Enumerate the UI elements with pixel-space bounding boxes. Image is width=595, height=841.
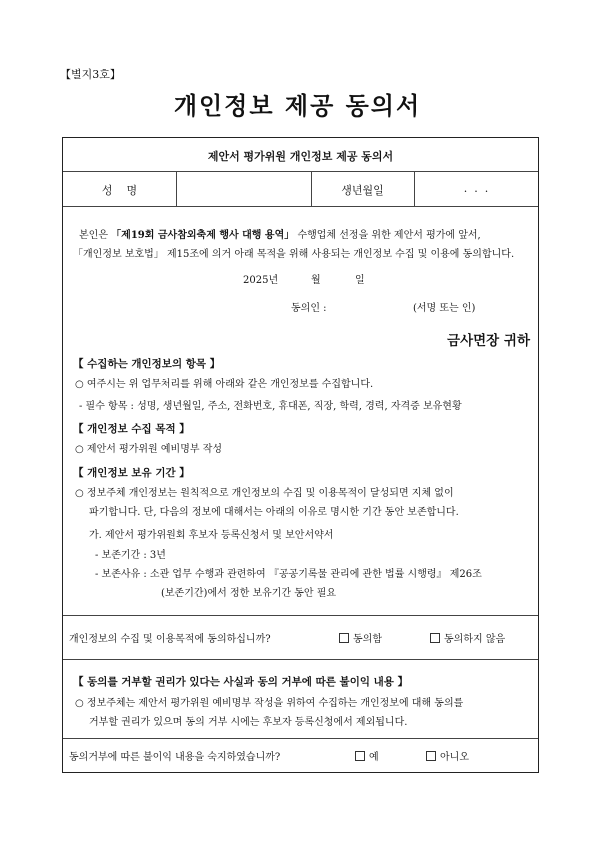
items-heading: 【 수집하는 개인정보의 항목 】	[73, 358, 221, 370]
birth-date-field[interactable]: . . .	[463, 182, 489, 195]
consent-statement-line2: 「개인정보 보호법」 제15조에 의거 아래 목적을 위해 사용되는 개인정보 수집 및 이용에 동의합니다.	[73, 249, 515, 260]
purpose-line1: ○ 제안서 평가위원 예비명부 작성	[75, 444, 223, 455]
checkbox-icon	[355, 751, 365, 761]
signature-hint: (서명 또는 인)	[413, 303, 476, 314]
purpose-heading: 【 개인정보 수집 목적 】	[73, 423, 190, 435]
divider	[63, 615, 538, 616]
retention-line5: - 보존사유 : 소관 업무 수행과 관련하여 『공공기록물 관리에 관한 법률 시행령』 제26조	[95, 569, 482, 580]
retention-line6: (보존기간)에서 정한 보유기간 동안 필요	[161, 588, 337, 599]
divider	[63, 171, 538, 172]
divider	[63, 206, 538, 207]
checkbox-icon	[426, 751, 436, 761]
refusal-heading: 【 동의를 거부할 권리가 있다는 사실과 동의 거부에 따른 불이익 내용 】	[73, 676, 409, 688]
retention-line3: 가. 제안서 평가위원회 후보자 등록신청서 및 보안서약서	[89, 530, 334, 541]
retention-line4: - 보존기간 : 3년	[95, 550, 166, 561]
consent-form-frame	[62, 137, 539, 773]
form-number: 【별지3호】	[60, 68, 121, 81]
consent-statement-line1	[73, 226, 481, 245]
checkbox-icon	[339, 633, 349, 643]
agree-label: 동의함	[353, 634, 382, 645]
no-checkbox[interactable]	[426, 748, 469, 767]
no-label: 아니오	[440, 752, 469, 763]
disagree-checkbox[interactable]	[430, 630, 505, 649]
signer-label: 동의인 :	[291, 303, 327, 314]
items-line2: - 필수 항목 : 성명, 생년월일, 주소, 전화번호, 휴대폰, 직장, 학력, 경력, 자격증 보유현황	[79, 401, 462, 412]
refusal-line1: ○ 정보주체는 제안서 평가위원 예비명부 작성을 위하여 수집하는 개인정보에 대해 동의를	[75, 698, 464, 709]
refusal-line2: 거부할 권리가 있으며 동의 거부 시에는 후보자 등록신청에서 제외됩니다.	[89, 717, 408, 728]
consent-year: 2025년	[243, 275, 279, 286]
divider	[63, 738, 538, 739]
retention-line1: ○ 정보주체 개인정보는 원칙적으로 개인정보의 수집 및 이용목적이 달성되면 지체 없이	[75, 488, 454, 499]
yes-checkbox[interactable]	[355, 748, 379, 767]
birth-label: 생년월일	[341, 184, 384, 197]
yes-label: 예	[369, 752, 379, 763]
form-box-title: 제안서 평가위원 개인정보 제공 동의서	[207, 150, 394, 163]
consent-question: 개인정보의 수집 및 이용목적에 동의하십니까?	[69, 634, 271, 645]
items-line1: ○ 여주시는 위 업무처리를 위해 아래와 같은 개인정보를 수집합니다.	[75, 379, 374, 390]
divider	[176, 171, 177, 206]
consent-prefix: 본인은	[79, 230, 112, 241]
divider	[63, 659, 538, 660]
consent-suffix: 수행업체 선정을 위한 제안서 평가에 앞서,	[294, 230, 481, 241]
consent-month: 월	[311, 275, 321, 286]
retention-line2: 파기합니다. 단, 다음의 정보에 대해서는 아래의 이유로 명시한 기간 동안 보존합니다.	[89, 507, 459, 518]
page-title: 개인정보 제공 동의서	[173, 91, 422, 120]
checkbox-icon	[430, 633, 440, 643]
agree-checkbox[interactable]	[339, 630, 382, 649]
name-label: 성 명	[101, 184, 138, 197]
recipient: 금사면장 귀하	[447, 333, 530, 349]
project-name: 「제19회 금사참외축제 행사 대행 용역」	[111, 230, 295, 241]
retention-heading: 【 개인정보 보유 기간 】	[73, 467, 190, 479]
consent-day: 일	[355, 275, 365, 286]
acknowledge-question: 동의거부에 따른 불이익 내용을 숙지하였습니까?	[69, 752, 281, 763]
disagree-label: 동의하지 않음	[444, 634, 506, 645]
